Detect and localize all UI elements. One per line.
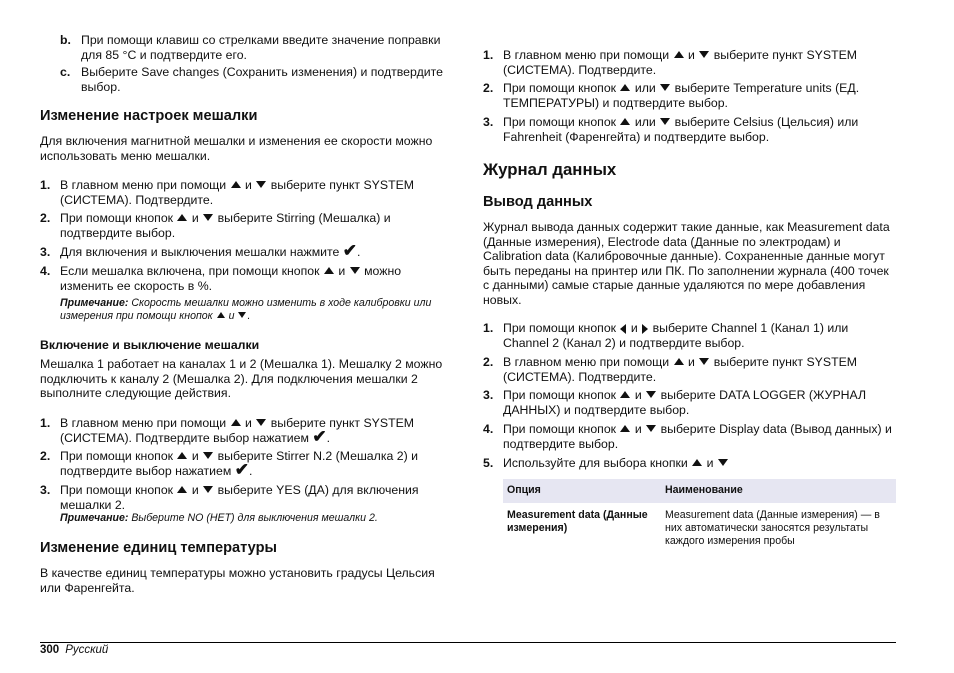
arrow-up-icon (692, 459, 702, 466)
arrow-up-icon (177, 452, 187, 459)
arrow-up-icon (620, 391, 630, 398)
table-header-name: Наименование (661, 479, 896, 503)
paragraph: Мешалка 1 работает на каналах 1 и 2 (Мешалка 1). Мешалку 2 можно подключить к каналу 2 (Мешалка 2). Для подключения мешалки 2 выполните следующие действия. (40, 357, 443, 401)
page-footer (40, 644, 108, 656)
arrow-up-icon (620, 84, 630, 91)
options-table (503, 479, 896, 554)
arrow-down-icon (203, 452, 213, 459)
footer-language: Русский (65, 644, 109, 656)
arrow-down-icon (646, 391, 656, 398)
checkmark-icon: ✔ (342, 241, 358, 260)
arrow-up-icon (177, 214, 187, 221)
arrow-left-icon (620, 324, 626, 334)
arrow-down-icon (238, 312, 246, 318)
table-cell: Measurement data (Данные измерения) (507, 509, 648, 534)
paragraph: Для включения магнитной мешалки и изменения ее скорости можно использовать меню мешалки. (40, 134, 433, 163)
arrow-down-icon (256, 419, 266, 426)
arrow-up-icon (620, 118, 630, 125)
arrow-up-icon (231, 181, 241, 188)
paragraph: В качестве единиц температуры можно установить градусы Цельсия или Фаренгейта. (40, 566, 435, 595)
arrow-down-icon (660, 118, 670, 125)
arrow-down-icon (203, 486, 213, 493)
arrow-down-icon (699, 51, 709, 58)
arrow-down-icon (660, 84, 670, 91)
arrow-down-icon (350, 267, 360, 274)
table-row (503, 503, 896, 554)
note: Примечание: Выберите NO (НЕТ) для выключения мешалки 2. (60, 512, 378, 524)
arrow-down-icon (646, 425, 656, 432)
table-header-row (503, 479, 896, 503)
arrow-down-icon (256, 181, 266, 188)
page-number: 300 (40, 644, 60, 656)
paragraph: Журнал вывода данных содержит такие данные, как Measurement data (Данные измерения), Electrode data (Данные по электродам) и Calibration data (Калибровочные данные). Сохраненные данные могут быть переданы на принтер или ПК. По заполнении журнала (400 точек с данными) самые старые данные удаляются по мере добавления новых. (483, 220, 890, 307)
subsection-heading-data-output: Вывод данных (483, 194, 593, 210)
footer-divider (40, 642, 896, 643)
section-heading-temperature: Изменение единиц температуры (40, 540, 277, 556)
arrow-down-icon (718, 459, 728, 466)
arrow-up-icon (324, 267, 334, 274)
checkmark-icon: ✔ (312, 426, 327, 446)
arrow-up-icon (674, 358, 684, 365)
table-header-option: Опция (503, 479, 661, 503)
section-heading-stirrer: Изменение настроек мешалки (40, 108, 258, 124)
arrow-right-icon (642, 324, 648, 334)
arrow-up-icon (674, 51, 684, 58)
subsection-heading-onoff: Включение и выключение мешалки (40, 338, 260, 352)
arrow-up-icon (620, 425, 630, 432)
note: Примечание: Скорость мешалки можно изменить в ходе калибровки или измерения при помощи кнопок и . (60, 297, 432, 322)
checkmark-icon: ✔ (234, 459, 250, 479)
table-cell: Measurement data (Данные измерения) — в них автоматически заносятся результаты каждого измерения пробы (665, 509, 880, 547)
arrow-down-icon (203, 214, 213, 221)
section-heading-data-log: Журнал данных (483, 160, 617, 179)
arrow-up-icon (231, 419, 241, 426)
arrow-up-icon (177, 486, 187, 493)
arrow-up-icon (217, 312, 225, 318)
arrow-down-icon (699, 358, 709, 365)
